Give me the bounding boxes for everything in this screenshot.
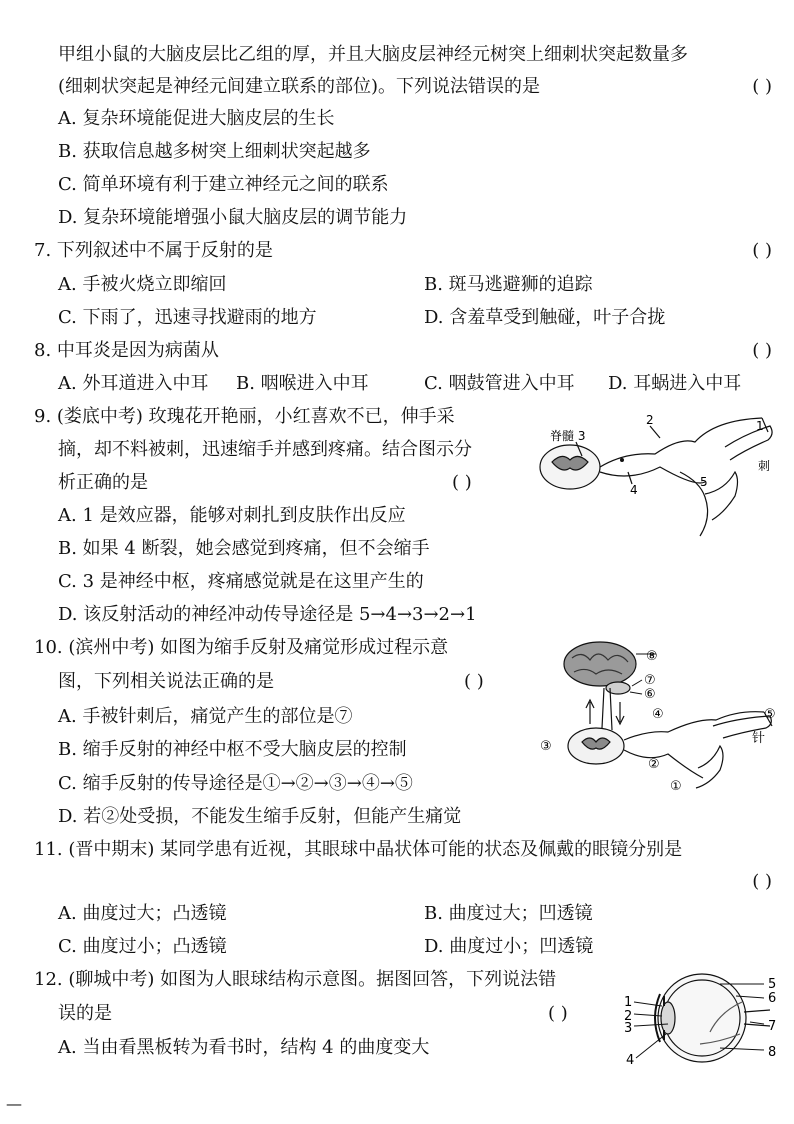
q12-label-1: 1 (624, 995, 633, 1010)
q7-option-b: B. 斑马逃避狮的追踪 (424, 274, 593, 295)
q9-stem-line2: 摘，却不料被刺，迅速缩手并感到疼痛。结合图示分 (58, 439, 472, 460)
q9-reflex-arc-figure (530, 412, 780, 540)
q10-label-3: ③ (540, 739, 552, 754)
q9-stem-line3: 析正确的是 (58, 472, 148, 493)
page-footer-dash: — (6, 1094, 22, 1113)
q9-option-c: C. 3 是神经中枢，疼痛感觉就是在这里产生的 (58, 571, 424, 592)
q11-option-a: A. 曲度过大；凸透镜 (58, 903, 227, 924)
q12-label-3: 3 (624, 1021, 633, 1036)
q10-option-c: C. 缩手反射的传导途径是①→②→③→④→⑤ (58, 773, 413, 794)
q8-option-d: D. 耳蜗进入中耳 (608, 373, 742, 394)
q6-option-b: B. 获取信息越多树突上细刺状突起越多 (58, 141, 371, 162)
q8-answer-paren: ( ) (752, 340, 772, 361)
q10-option-b: B. 缩手反射的神经中枢不受大脑皮层的控制 (58, 739, 407, 760)
q10-stem-line2: 图，下列相关说法正确的是 (58, 671, 274, 692)
q10-label-7: ⑦ (644, 673, 656, 688)
q10-label-6: ⑥ (644, 687, 656, 702)
q9-stem-line1: 9. (娄底中考) 玫瑰花开艳丽，小红喜欢不已，伸手采 (34, 406, 455, 427)
q9-label-2: 2 (646, 413, 654, 427)
q12-eyeball-figure (620, 972, 786, 1068)
q12-stem-line2: 误的是 (58, 1003, 112, 1024)
q12-option-a: A. 当由看黑板转为看书时，结构 4 的曲度变大 (58, 1037, 430, 1058)
q12-label-6: 6 (768, 991, 777, 1006)
q6-option-a: A. 复杂环境能促进大脑皮层的生长 (58, 108, 335, 129)
q7-answer-paren: ( ) (752, 240, 772, 261)
q9-answer-paren: ( ) (452, 472, 472, 493)
q11-stem: 11. (晋中期末) 某同学患有近视，其眼球中晶状体可能的状态及佩戴的眼镜分别是 (34, 839, 683, 860)
q10-label-needle: 针 (752, 731, 766, 746)
q8-option-a: A. 外耳道进入中耳 (58, 373, 209, 394)
q10-option-d: D. 若②处受损，不能发生缩手反射，但能产生痛觉 (58, 806, 462, 827)
q6-option-d: D. 复杂环境能增强小鼠大脑皮层的调节能力 (58, 207, 408, 228)
q6-option-c: C. 简单环境有利于建立神经元之间的联系 (58, 174, 389, 195)
q12-label-7: 7 (768, 1019, 777, 1034)
q10-label-8: ⑧ (646, 649, 658, 664)
q7-stem: 7. 下列叙述中不属于反射的是 (34, 240, 273, 261)
q7-option-c: C. 下雨了，迅速寻找避雨的地方 (58, 307, 317, 328)
q11-option-c: C. 曲度过小；凸透镜 (58, 936, 227, 957)
q9-option-a: A. 1 是效应器，能够对刺扎到皮肤作出反应 (58, 505, 406, 526)
q12-label-8: 8 (768, 1045, 777, 1060)
q11-option-b: B. 曲度过大；凹透镜 (424, 903, 593, 924)
q10-label-5: ⑤ (764, 707, 776, 722)
q6-stem-line2: (细刺状突起是神经元间建立联系的部位)。下列说法错误的是 (58, 76, 541, 97)
q8-option-c: C. 咽鼓管进入中耳 (424, 373, 575, 394)
q10-label-2: ② (648, 757, 660, 772)
q10-reflex-brain-figure (538, 638, 786, 800)
q10-label-4: ④ (652, 707, 664, 722)
q12-label-2: 2 (624, 1009, 633, 1024)
q7-option-a: A. 手被火烧立即缩回 (58, 274, 227, 295)
q8-option-b: B. 咽喉进入中耳 (236, 373, 369, 394)
q9-option-d: D. 该反射活动的神经冲动传导途径是 5→4→3→2→1 (58, 604, 477, 625)
q12-answer-paren: ( ) (548, 1003, 568, 1024)
q9-label-5: 5 (700, 475, 708, 489)
q8-stem: 8. 中耳炎是因为病菌从 (34, 340, 219, 361)
q11-option-d: D. 曲度过小；凹透镜 (424, 936, 594, 957)
q9-option-b: B. 如果 4 断裂，她会感觉到疼痛，但不会缩手 (58, 538, 430, 559)
q10-stem-line1: 10. (滨州中考) 如图为缩手反射及痛觉形成过程示意 (34, 637, 449, 658)
q10-option-a: A. 手被针刺后，痛觉产生的部位是⑦ (58, 706, 353, 727)
q9-label-spinal-cord: 脊髓 3 (550, 429, 586, 443)
q9-label-thorn: 刺 (758, 459, 771, 473)
q10-label-1: ① (670, 779, 682, 794)
q10-answer-paren: ( ) (464, 671, 484, 692)
q6-stem-line1: 甲组小鼠的大脑皮层比乙组的厚，并且大脑皮层神经元树突上细刺状突起数量多 (58, 44, 688, 65)
q11-answer-paren: ( ) (752, 871, 772, 892)
q12-label-4: 4 (626, 1053, 635, 1068)
q12-stem-line1: 12. (聊城中考) 如图为人眼球结构示意图。据图回答，下列说法错 (34, 969, 557, 990)
q6-answer-paren: ( ) (752, 76, 772, 97)
q9-label-1: 1 (756, 419, 764, 433)
q12-label-5: 5 (768, 977, 777, 992)
q9-label-4: 4 (630, 483, 638, 497)
q7-option-d: D. 含羞草受到触碰，叶子合拢 (424, 307, 666, 328)
q9-neuron-dot (620, 458, 624, 462)
